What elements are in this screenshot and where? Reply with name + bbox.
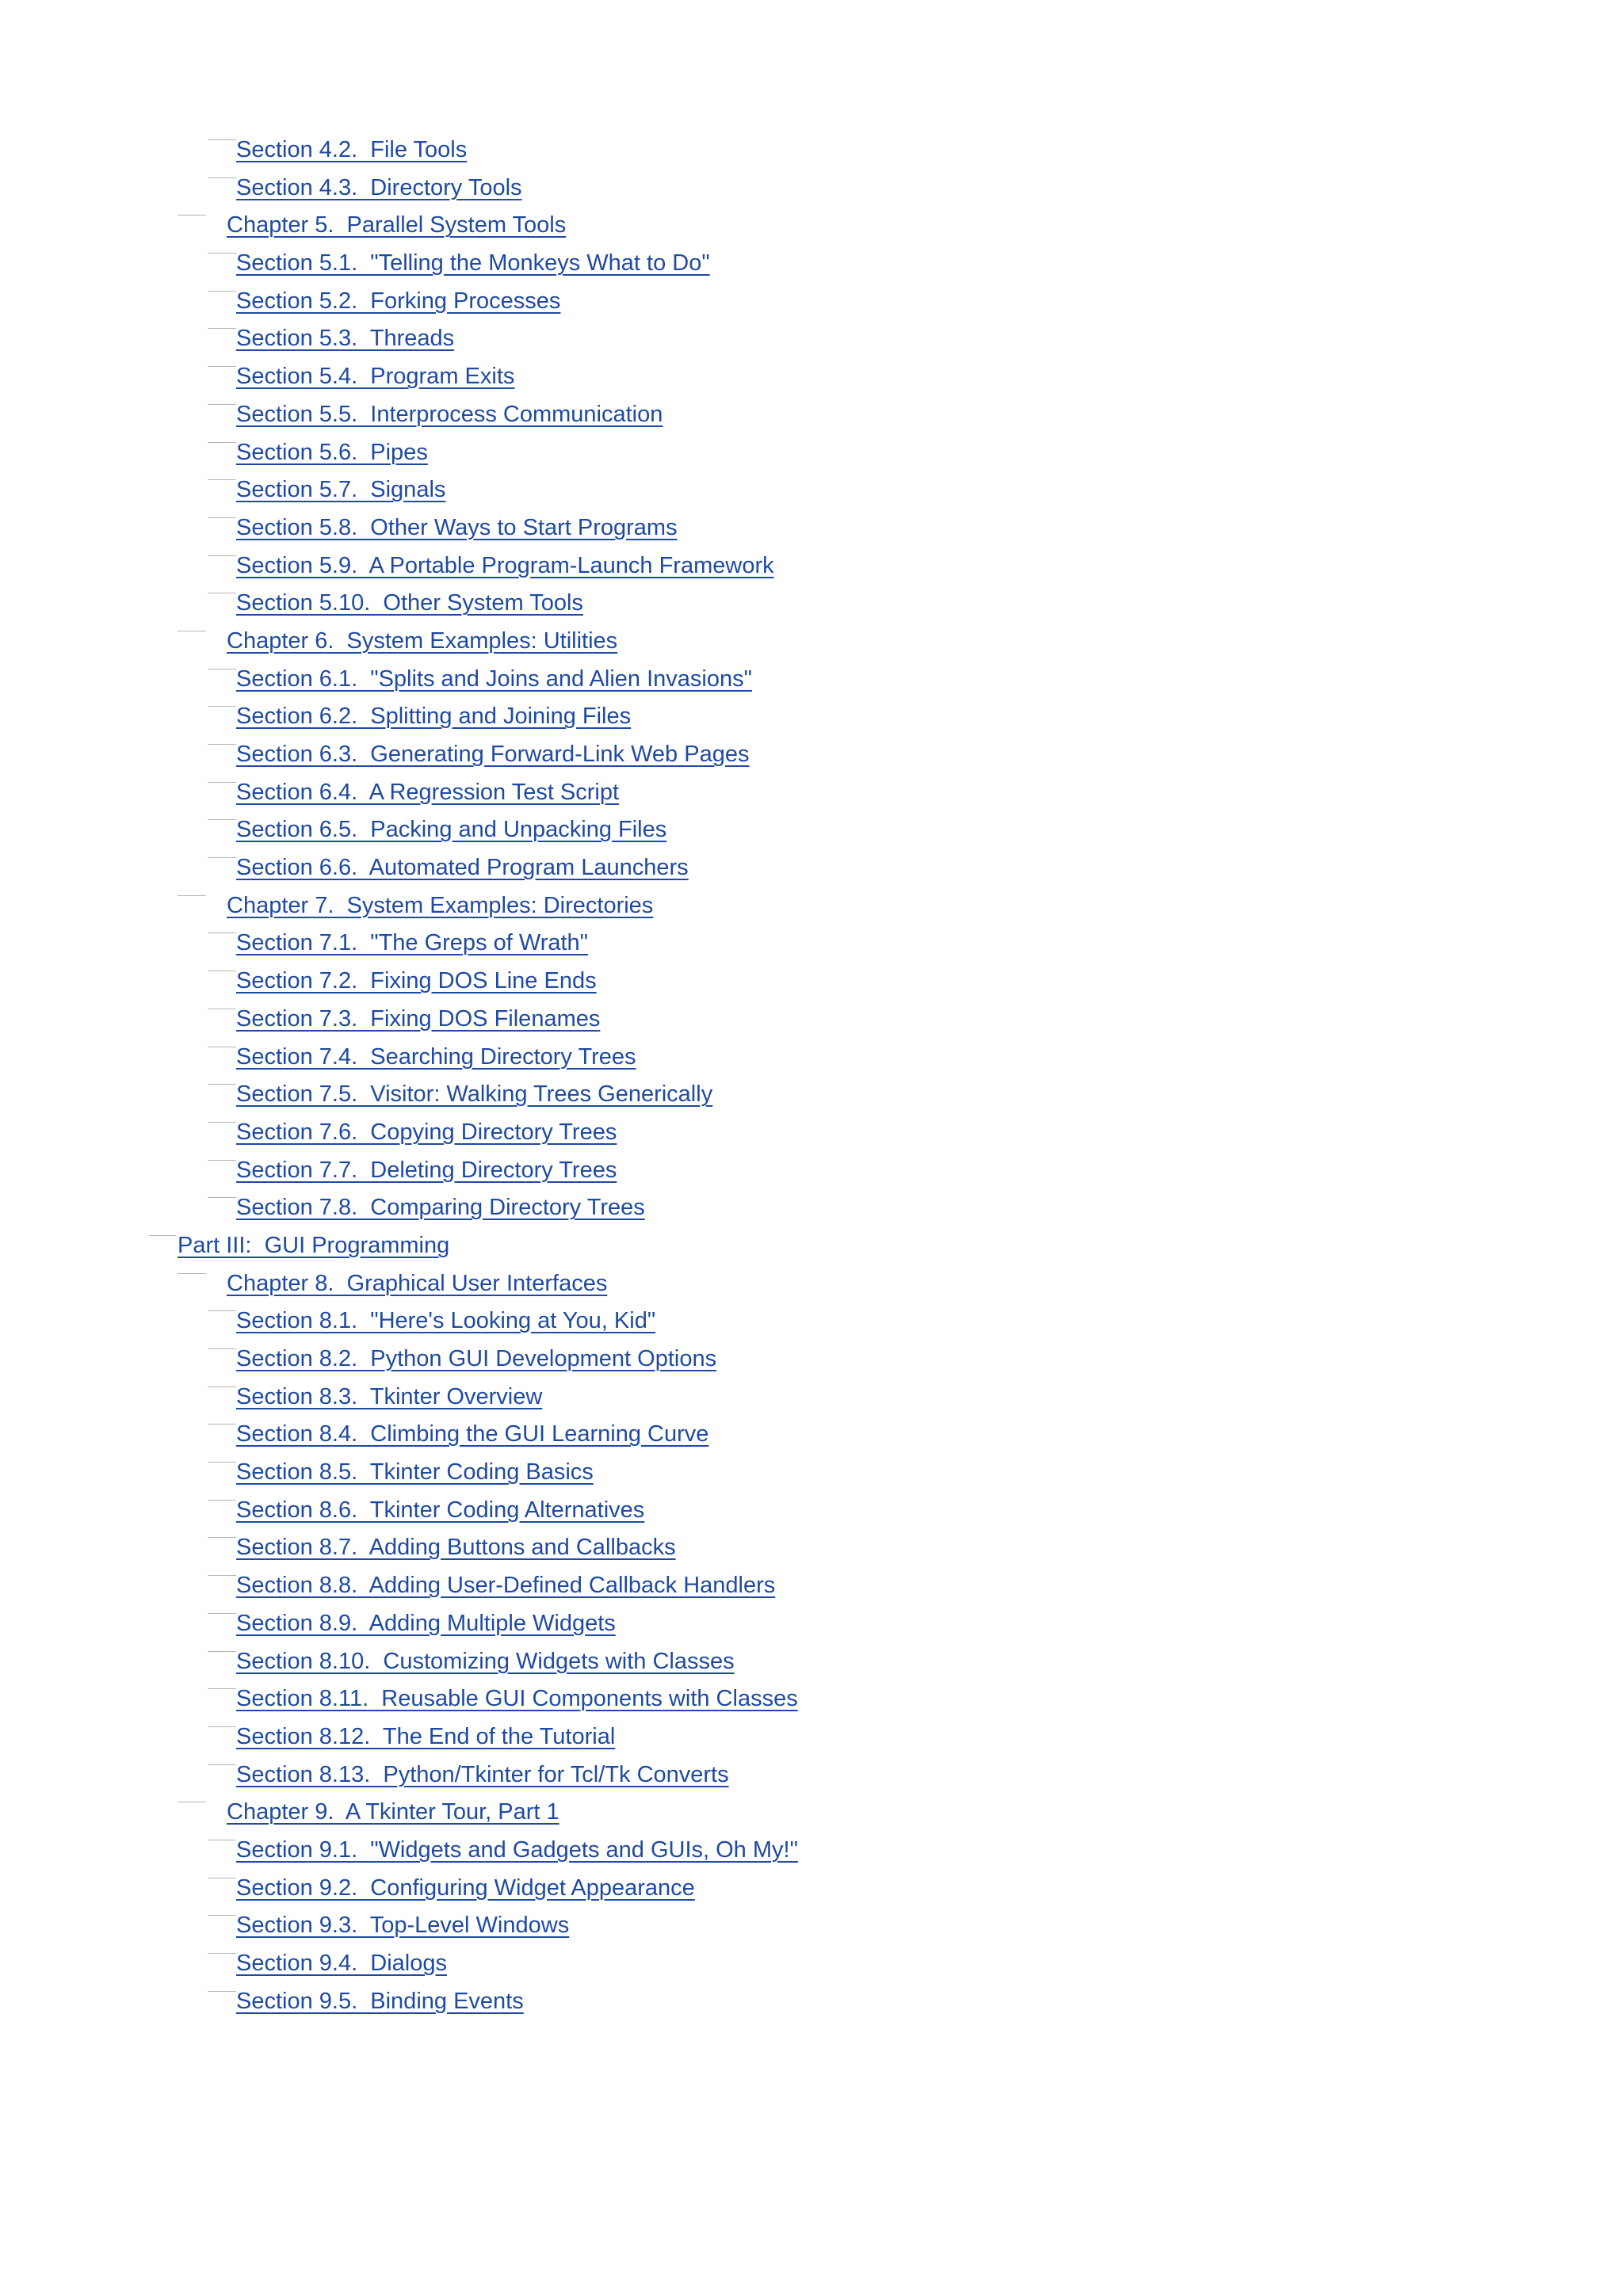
tree-connector-line — [208, 253, 236, 254]
tree-connector-line — [208, 1651, 236, 1652]
toc-section-entry — [0, 811, 1623, 849]
toc-section-entry — [0, 245, 1623, 283]
toc-section-link[interactable]: Section 8.8. Adding User-Defined Callback Handlers — [236, 1573, 776, 1599]
tree-connector-line — [208, 1688, 236, 1689]
toc-section-entry — [0, 547, 1623, 585]
toc-section-entry — [0, 1416, 1623, 1454]
toc-section-entry — [0, 1945, 1623, 1983]
tree-connector-line — [208, 706, 236, 707]
toc-section-link[interactable]: Section 8.1. "Here's Looking at You, Kid" — [236, 1308, 656, 1334]
toc-section-link[interactable]: Section 9.4. Dialogs — [236, 1951, 447, 1976]
tree-connector-line — [208, 1310, 236, 1311]
tree-connector-line — [208, 1084, 236, 1085]
toc-section-link[interactable]: Section 7.6. Copying Directory Trees — [236, 1119, 617, 1145]
toc-section-link[interactable]: Section 8.9. Adding Multiple Widgets — [236, 1610, 616, 1636]
toc-section-entry — [0, 1189, 1623, 1227]
toc-section-link[interactable]: Section 5.3. Threads — [236, 326, 455, 352]
toc-section-entry — [0, 434, 1623, 472]
tree-connector-line — [208, 1386, 236, 1387]
toc-chapter-link[interactable]: Chapter 7. System Examples: Directories — [227, 892, 654, 918]
toc-section-entry — [0, 358, 1623, 396]
toc-section-entry — [0, 1152, 1623, 1190]
toc-section-entry — [0, 1832, 1623, 1870]
toc-section-entry — [0, 925, 1623, 963]
tree-connector-line — [208, 1348, 236, 1349]
tree-connector-line — [208, 1613, 236, 1614]
toc-chapter-entry — [0, 887, 1623, 925]
toc-chapter-link[interactable]: Chapter 9. A Tkinter Tour, Part 1 — [227, 1799, 559, 1825]
tree-connector-line — [208, 1764, 236, 1765]
tree-connector-line — [208, 404, 236, 405]
tree-connector-line — [208, 857, 236, 858]
toc-section-link[interactable]: Section 5.9. A Portable Program-Launch Framework — [236, 552, 774, 578]
toc-section-link[interactable]: Section 6.6. Automated Program Launchers — [236, 855, 689, 881]
toc-section-link[interactable]: Section 7.7. Deleting Directory Trees — [236, 1157, 617, 1183]
tree-connector-line — [208, 366, 236, 367]
tree-connector-line — [208, 1462, 236, 1463]
tree-connector-line — [208, 1915, 236, 1916]
toc-section-entry — [0, 698, 1623, 736]
toc-chapter-entry — [0, 1265, 1623, 1303]
toc-section-link[interactable]: Section 8.11. Reusable GUI Components with Classes — [236, 1686, 798, 1712]
toc-chapter-link[interactable]: Chapter 5. Parallel System Tools — [227, 212, 567, 238]
tree-connector-line — [208, 1160, 236, 1161]
toc-section-entry — [0, 1492, 1623, 1530]
toc-section-link[interactable]: Section 5.1. "Telling the Monkeys What to Do" — [236, 250, 710, 277]
toc-section-link[interactable]: Section 8.12. The End of the Tutorial — [236, 1723, 616, 1749]
toc-chapter-link[interactable]: Chapter 6. System Examples: Utilities — [227, 627, 618, 654]
toc-section-link[interactable]: Section 9.2. Configuring Widget Appearance — [236, 1875, 695, 1901]
toc-chapter-entry — [0, 207, 1623, 245]
table-of-contents — [0, 132, 1623, 2020]
toc-section-entry — [0, 736, 1623, 774]
toc-section-entry — [0, 1341, 1623, 1379]
tree-connector-line — [208, 1537, 236, 1538]
toc-section-entry — [0, 1114, 1623, 1152]
toc-section-link[interactable]: Section 8.2. Python GUI Development Options — [236, 1346, 717, 1371]
toc-section-entry — [0, 1001, 1623, 1039]
toc-section-entry — [0, 320, 1623, 358]
toc-section-entry — [0, 1454, 1623, 1492]
toc-section-link[interactable]: Section 8.4. Climbing the GUI Learning Curve — [236, 1421, 709, 1447]
tree-connector-line — [208, 1726, 236, 1727]
toc-chapter-entry — [0, 1794, 1623, 1832]
toc-section-link[interactable]: Section 7.8. Comparing Directory Trees — [236, 1195, 645, 1221]
toc-chapter-entry — [0, 623, 1623, 661]
toc-section-link[interactable]: Section 8.7. Adding Buttons and Callbacks — [236, 1535, 676, 1561]
toc-section-entry — [0, 509, 1623, 547]
tree-connector-line — [208, 177, 236, 178]
toc-section-link[interactable]: Section 8.10. Customizing Widgets with Classes — [236, 1648, 735, 1674]
toc-section-entry — [0, 1567, 1623, 1605]
tree-connector-line — [208, 1953, 236, 1954]
toc-section-entry — [0, 1076, 1623, 1114]
tree-connector-line — [208, 479, 236, 480]
toc-section-entry — [0, 1870, 1623, 1908]
tree-connector-line — [208, 555, 236, 556]
toc-part-entry — [0, 1227, 1623, 1265]
toc-section-link[interactable]: Section 8.5. Tkinter Coding Basics — [236, 1459, 594, 1486]
tree-connector-line — [178, 1273, 206, 1274]
toc-section-entry — [0, 1379, 1623, 1417]
toc-section-entry — [0, 1983, 1623, 2021]
toc-section-entry — [0, 170, 1623, 208]
toc-section-link[interactable]: Section 6.5. Packing and Unpacking Files — [236, 817, 667, 843]
tree-connector-line — [149, 1235, 176, 1236]
tree-connector-line — [208, 1575, 236, 1576]
toc-section-link[interactable]: Section 4.2. File Tools — [236, 137, 468, 162]
toc-section-link[interactable]: Section 8.13. Python/Tkinter for Tcl/Tk Converts — [236, 1761, 729, 1787]
toc-section-entry — [0, 396, 1623, 434]
toc-section-link[interactable]: Section 5.2. Forking Processes — [236, 288, 561, 314]
toc-section-entry — [0, 1756, 1623, 1794]
toc-section-entry — [0, 283, 1623, 321]
toc-section-entry — [0, 1605, 1623, 1643]
toc-section-link[interactable]: Section 4.3. Directory Tools — [236, 174, 522, 200]
toc-section-link[interactable]: Section 5.7. Signals — [236, 477, 446, 503]
toc-section-link[interactable]: Section 7.2. Fixing DOS Line Ends — [236, 968, 597, 994]
toc-part-link[interactable]: Part III: GUI Programming — [178, 1232, 450, 1258]
toc-section-entry — [0, 585, 1623, 623]
toc-section-link[interactable]: Section 5.4. Program Exits — [236, 364, 515, 390]
toc-section-entry — [0, 1680, 1623, 1718]
toc-section-link[interactable]: Section 8.3. Tkinter Overview — [236, 1383, 543, 1409]
toc-section-entry — [0, 661, 1623, 699]
tree-connector-line — [208, 291, 236, 292]
toc-section-entry — [0, 963, 1623, 1001]
toc-section-link[interactable]: Section 6.3. Generating Forward-Link Web Pages — [236, 742, 750, 767]
toc-chapter-link[interactable]: Chapter 8. Graphical User Interfaces — [227, 1270, 608, 1296]
tree-connector-line — [208, 1122, 236, 1123]
tree-connector-line — [208, 139, 236, 140]
toc-section-link[interactable]: Section 7.1. "The Greps of Wrath" — [236, 930, 588, 956]
tree-connector-line — [208, 1424, 236, 1425]
toc-section-entry — [0, 471, 1623, 509]
toc-section-link[interactable]: Section 7.5. Visitor: Walking Trees Generically — [236, 1081, 713, 1108]
tree-connector-line — [208, 782, 236, 783]
toc-section-entry — [0, 1718, 1623, 1756]
toc-section-link[interactable]: Section 8.6. Tkinter Coding Alternatives — [236, 1497, 645, 1523]
tree-connector-line — [208, 328, 236, 329]
toc-section-link[interactable]: Section 7.3. Fixing DOS Filenames — [236, 1005, 601, 1032]
tree-connector-line — [208, 819, 236, 820]
tree-connector-line — [208, 442, 236, 443]
toc-section-link[interactable]: Section 9.1. "Widgets and Gadgets and GUIs, Oh My!" — [236, 1836, 798, 1863]
toc-section-link[interactable]: Section 6.2. Splitting and Joining Files — [236, 704, 632, 730]
toc-section-entry — [0, 1907, 1623, 1945]
tree-connector-line — [178, 895, 206, 896]
tree-connector-line — [208, 1197, 236, 1198]
toc-section-entry — [0, 774, 1623, 812]
toc-section-entry — [0, 1039, 1623, 1077]
tree-connector-line — [208, 744, 236, 745]
toc-section-entry — [0, 132, 1623, 170]
toc-section-link[interactable]: Section 6.1. "Splits and Joins and Alien Invasions" — [236, 666, 752, 692]
toc-section-link[interactable]: Section 5.6. Pipes — [236, 439, 428, 465]
toc-section-link[interactable]: Section 9.3. Top-Level Windows — [236, 1913, 570, 1939]
tree-connector-line — [208, 1991, 236, 1992]
toc-section-entry — [0, 1302, 1623, 1341]
tree-connector-line — [208, 517, 236, 518]
toc-section-entry — [0, 1529, 1623, 1567]
toc-section-entry — [0, 849, 1623, 887]
toc-section-link[interactable]: Section 9.5. Binding Events — [236, 1988, 524, 2014]
toc-section-link[interactable]: Section 5.10. Other System Tools — [236, 590, 583, 616]
toc-section-link[interactable]: Section 5.8. Other Ways to Start Programs — [236, 514, 678, 540]
toc-section-link[interactable]: Section 7.4. Searching Directory Trees — [236, 1043, 636, 1070]
toc-section-link[interactable]: Section 6.4. A Regression Test Script — [236, 779, 620, 805]
toc-section-link[interactable]: Section 5.5. Interprocess Communication — [236, 401, 663, 427]
tree-connector-line — [208, 1500, 236, 1501]
toc-section-entry — [0, 1643, 1623, 1681]
